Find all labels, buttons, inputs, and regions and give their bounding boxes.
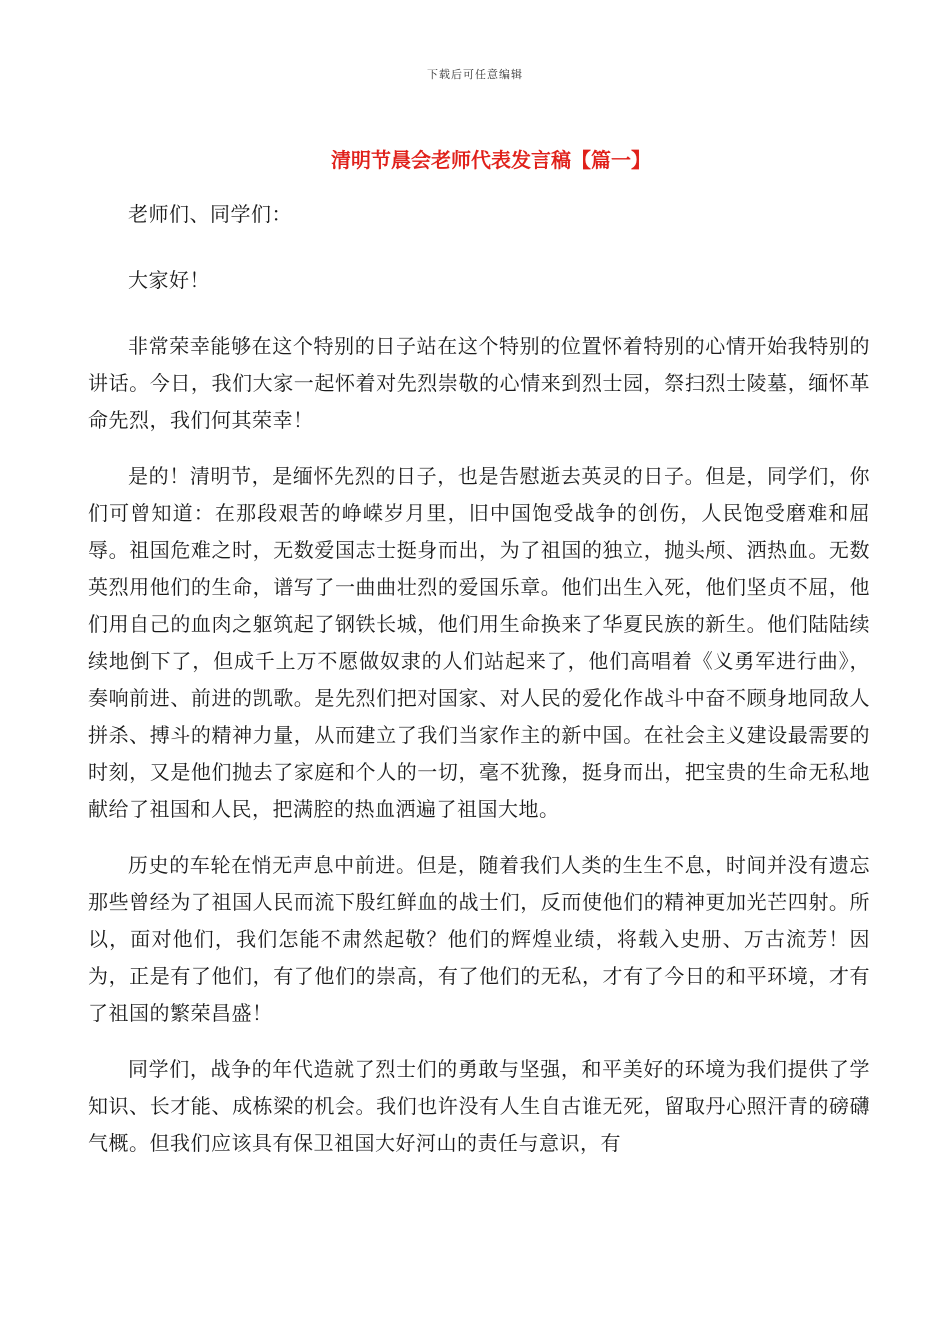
document-title: 清明节晨会老师代表发言稿【篇一】 bbox=[331, 148, 651, 172]
paragraph: 是的！清明节，是缅怀先烈的日子，也是告慰逝去英灵的日子。但是，同学们，你们可曾知道：在那段艰苦的峥嵘岁月里，旧中国饱受战争的创伤，人民饱受磨难和屈辱。祖国危难之时，无数爱国志士挺身而出，为了祖国的独立，抛头颅、洒热血。无数英烈用他们的生命，谱写了一曲曲壮烈的爱国乐章。他们出生入死，他们坚贞不屈，他们用自己的血肉之躯筑起了钢铁长城，他们用生命换来了华夏民族的新生。他们陆陆续续地倒下了，但成千上万不愿做奴隶的人们站起来了，他们高唱着《义勇军进行曲》，奏响前进、前进的凯歌。是先烈们把对国家、对人民的爱化作战斗中奋不顾身地同敌人拼杀、搏斗的精神力量，从而建立了我们当家作主的新中国。在社会主义建设最需要的时刻，又是他们抛去了家庭和个人的一切，毫不犹豫，挺身而出，把宝贵的生命无私地献给了祖国和人民，把满腔的热血洒遍了祖国大地。 bbox=[88, 464, 870, 821]
paragraph: 同学们，战争的年代造就了烈士们的勇敢与坚强，和平美好的环境为我们提供了学知识、长才能、成栋梁的机会。我们也许没有人生自古谁无死，留取丹心照汗青的磅礴气概。但我们应该具有保卫祖国大好河山的责任与意识，有 bbox=[88, 1057, 870, 1155]
header-note: 下载后可任意编辑 bbox=[427, 68, 523, 81]
document-body bbox=[88, 196, 870, 1181]
paragraph: 历史的车轮在悄无声息中前进。但是，随着我们人类的生生不息，时间并没有遗忘那些曾经为了祖国人民而流下殷红鲜血的战士们，反而使他们的精神更加光芒四射。所以，面对他们，我们怎能不肃然起敬？他们的辉煌业绩，将载入史册、万古流芳！因为，正是有了他们，有了他们的崇高，有了他们的无私，才有了今日的和平环境，才有了祖国的繁荣昌盛！ bbox=[88, 853, 870, 1025]
paragraph: 非常荣幸能够在这个特别的日子站在这个特别的位置怀着特别的心情开始我特别的讲话。今日，我们大家一起怀着对先烈崇敬的心情来到烈士园，祭扫烈士陵墓，缅怀革命先烈，我们何其荣幸！ bbox=[88, 334, 870, 432]
paragraph-greeting: 大家好！ bbox=[128, 268, 210, 292]
paragraph-salutation: 老师们、同学们： bbox=[128, 202, 292, 226]
